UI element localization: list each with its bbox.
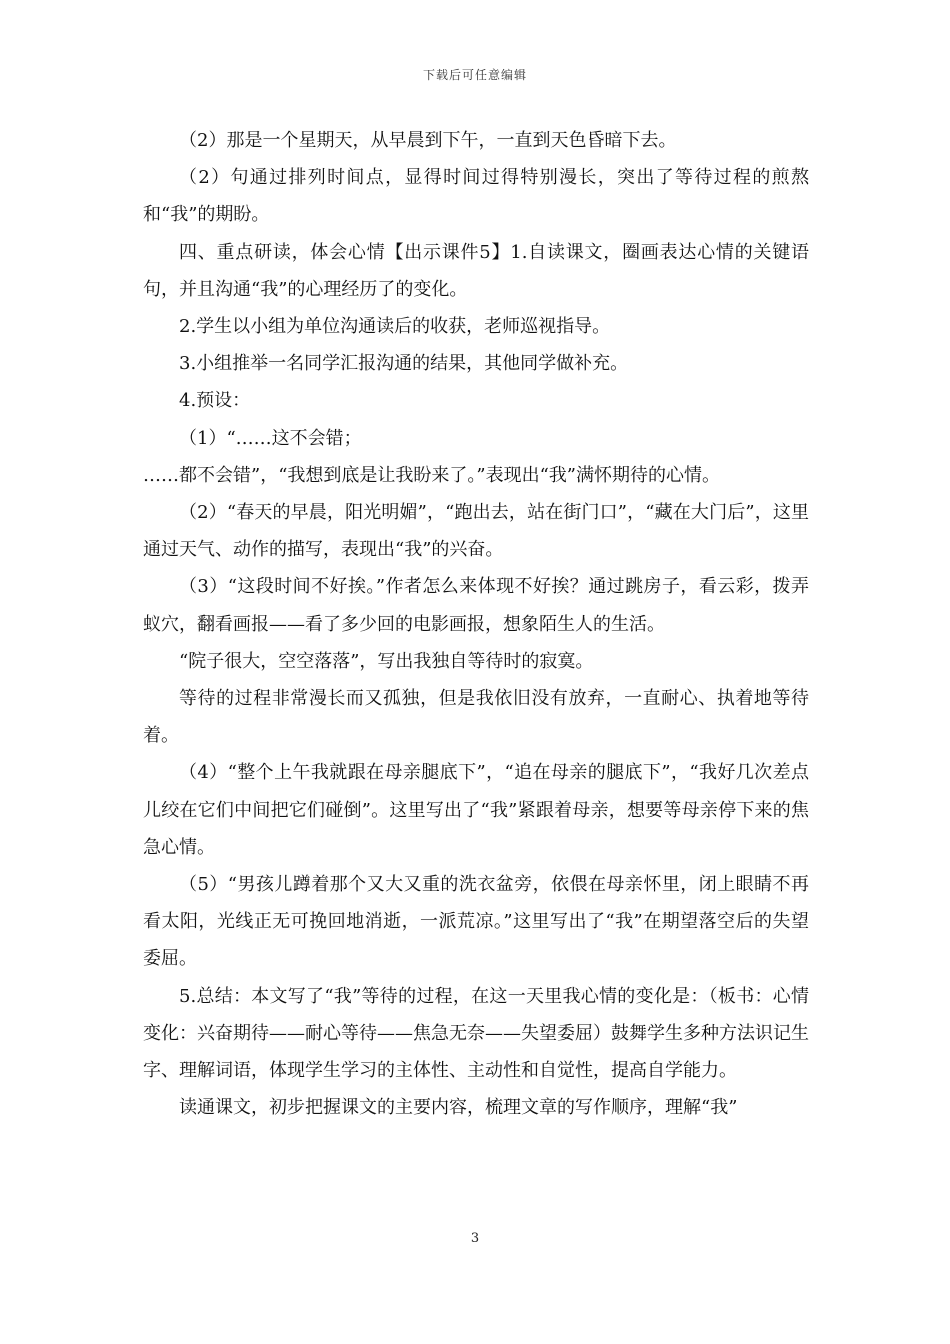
paragraph: 2.学生以小组为单位沟通读后的收获，老师巡视指导。: [179, 316, 611, 338]
paragraph: 等待的过程非常漫长而又孤独，但是我依旧没有放弃，一直耐心、执着地等待着。: [143, 688, 809, 747]
document-body: [143, 122, 809, 1126]
paragraph: 四、重点研读，体会心情【出示课件5】1.自读课文，圈画表达心情的关键语句，并且沟通“我”的心理经历了的变化。: [143, 241, 809, 300]
paragraph: 3.小组推举一名同学汇报沟通的结果，其他同学做补充。: [179, 353, 629, 375]
paragraph: （4）“整个上午我就跟在母亲腿底下”，“追在母亲的腿底下”，“我好几次差点儿绞在它们中间把它们碰倒”。这里写出了“我”紧跟着母亲，想要等母亲停下来的焦急心情。: [143, 762, 809, 858]
paragraph: 读通课文，初步把握课文的主要内容，梳理文章的写作顺序，理解“我”: [179, 1097, 738, 1119]
page-header: 下载后可任意编辑: [422, 68, 527, 82]
paragraph: （2）那是一个星期天，从早晨到下午，一直到天色昏暗下去。: [179, 130, 677, 151]
paragraph: 5.总结：本文写了“我”等待的过程，在这一天里我心情的变化是：（板书：心情变化：兴奋期待——耐心等待——焦急无奈——失望委屈）鼓舞学生多种方法识记生字、理解词语，体现学生学习的主体性、主动性和自觉性，提高自学能力。: [143, 985, 809, 1082]
paragraph: （5）“男孩儿蹲着那个又大又重的洗衣盆旁，依偎在母亲怀里，闭上眼睛不再看太阳，光线正无可挽回地消逝，一派荒凉。”这里写出了“我”在期望落空后的失望委屈。: [143, 874, 809, 970]
paragraph: （1）“……这不会错；: [179, 427, 362, 449]
paragraph: 4.预设：: [179, 390, 251, 412]
page-number: 3: [470, 1231, 480, 1246]
paragraph: （3）“这段时间不好挨。”作者怎么来体现不好挨？通过跳房子，看云彩，拨弄蚁穴，翻看画报——看了多少回的电影画报，想象陌生人的生活。: [143, 576, 809, 635]
paragraph: （2）句通过排列时间点，显得时间过得特别漫长，突出了等待过程的煎熬和“我”的期盼。: [143, 167, 809, 226]
paragraph: ……都不会错”，“我想到底是让我盼来了。”表现出“我”满怀期待的心情。: [143, 464, 721, 486]
paragraph: （2）“春天的早晨，阳光明媚”，“跑出去，站在街门口”，“藏在大门后”，这里通过天气、动作的描写，表现出“我”的兴奋。: [143, 502, 809, 561]
paragraph: “院子很大，空空落落”，写出我独自等待时的寂寞。: [179, 650, 594, 672]
